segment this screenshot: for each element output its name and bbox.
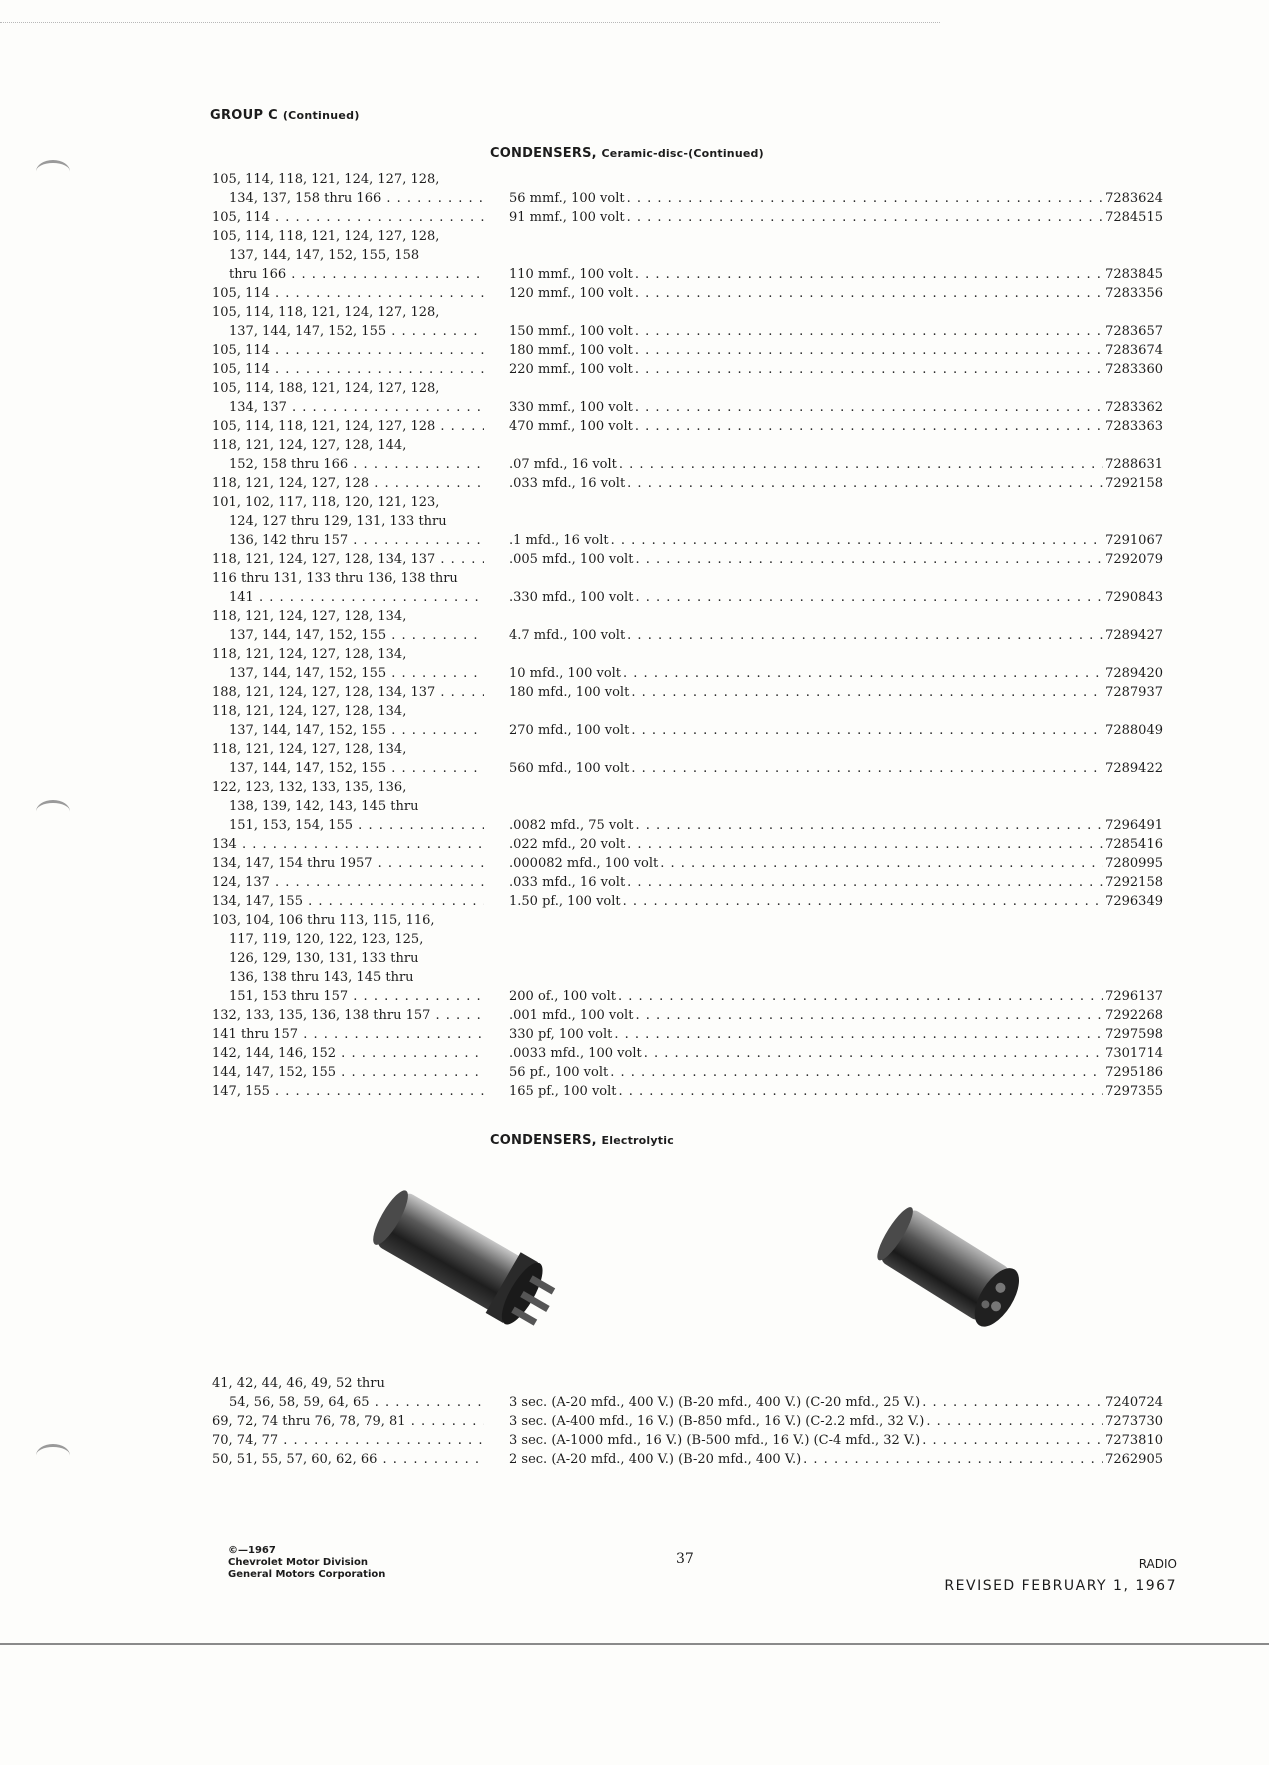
- part-line: [509, 1063, 1163, 1082]
- model-numbers-line: 70, 74, 77 . . .: [212, 1431, 484, 1450]
- model-numbers: [212, 1374, 484, 1412]
- dot-leader: [635, 588, 1103, 607]
- part-number: 7289422: [1105, 761, 1163, 776]
- part-description: .0082 mfd., 75 volt: [509, 818, 634, 833]
- parts-entry: [0, 645, 1269, 683]
- model-numbers-line: 137, 144, 147, 152, 155 . . .: [212, 759, 484, 778]
- parts-entry: [0, 550, 1269, 569]
- dot-leader: [631, 759, 1103, 778]
- part-number: 7297598: [1105, 1027, 1163, 1042]
- part-number: 7262905: [1105, 1452, 1163, 1467]
- model-numbers-line: 136, 142 thru 157 . . .: [212, 531, 484, 550]
- part-description: 120 mmf., 100 volt: [509, 286, 633, 301]
- part-number: 7283845: [1105, 267, 1163, 282]
- dot-leader: [660, 854, 1103, 873]
- dot-leader: [627, 835, 1103, 854]
- part-line: [509, 683, 1163, 702]
- model-numbers-line: 105, 114, 118, 121, 124, 127, 128,: [212, 305, 440, 320]
- parts-entry: [0, 607, 1269, 645]
- electrolytic-parts-list: [0, 1374, 1269, 1469]
- part-description: .001 mfd., 100 volt: [509, 1008, 634, 1023]
- part-line: [509, 759, 1163, 778]
- model-numbers-line: 151, 153, 154, 155 . . .: [212, 816, 484, 835]
- model-numbers-line: 144, 147, 152, 155 . . .: [212, 1063, 484, 1082]
- model-numbers-line: 124, 127 thru 129, 131, 133 thru: [229, 514, 447, 529]
- parts-entry: [0, 1450, 1269, 1469]
- part-line: [509, 1412, 1163, 1431]
- dot-leader: [627, 474, 1103, 493]
- part-description: 1.50 pf., 100 volt: [509, 894, 621, 909]
- parts-entry: [0, 1006, 1269, 1025]
- model-numbers-line: 151, 153 thru 157 . . .: [212, 987, 484, 1006]
- dot-leader: [614, 1025, 1103, 1044]
- model-numbers-line: 137, 144, 147, 152, 155 . . .: [212, 721, 484, 740]
- dot-leader: [644, 1044, 1103, 1063]
- part-description: 2 sec. (A-20 mfd., 400 V.) (B-20 mfd., 400 V.): [509, 1452, 802, 1467]
- model-numbers-line: 105, 114, 118, 121, 124, 127, 128,: [212, 172, 440, 187]
- part-line: [509, 417, 1163, 436]
- model-numbers-line: 122, 123, 132, 133, 135, 136,: [212, 780, 407, 795]
- part-line: [509, 816, 1163, 835]
- part-line: [509, 398, 1163, 417]
- dot-leader: [618, 987, 1103, 1006]
- dot-leader: [631, 721, 1103, 740]
- model-numbers-line: thru 166 . . .: [212, 265, 484, 284]
- parts-entry: [0, 227, 1269, 284]
- part-number: 7296491: [1105, 818, 1163, 833]
- dot-leader: [610, 1063, 1103, 1082]
- model-numbers: [212, 436, 484, 474]
- part-line: [509, 721, 1163, 740]
- parts-entry: [0, 1025, 1269, 1044]
- part-description: 180 mmf., 100 volt: [509, 343, 633, 358]
- model-numbers-line: 134, 137 . . .: [212, 398, 484, 417]
- parts-entry: [0, 835, 1269, 854]
- ceramic-heading-subtitle: Ceramic-disc-(Continued): [601, 147, 764, 160]
- electrolytic-section-heading: [490, 1133, 674, 1148]
- part-line: [509, 284, 1163, 303]
- parts-entry: [0, 683, 1269, 702]
- part-description: 3 sec. (A-400 mfd., 16 V.) (B-850 mfd., 16 V.) (C-2.2 mfd., 32 V.): [509, 1414, 925, 1429]
- part-description: 220 mmf., 100 volt: [509, 362, 633, 377]
- part-number: 7284515: [1105, 210, 1163, 225]
- part-number: 7297355: [1105, 1084, 1163, 1099]
- part-line: [509, 531, 1163, 550]
- part-line: [509, 854, 1163, 873]
- model-numbers-line: 105, 114 . . .: [212, 341, 484, 360]
- model-numbers-line: 134, 137, 158 thru 166 . . .: [212, 189, 484, 208]
- electrolytic-condenser-photo: [360, 1180, 590, 1350]
- bottom-rule: [0, 1643, 1269, 1645]
- top-rule: [0, 22, 940, 23]
- model-numbers-line: 118, 121, 124, 127, 128, 134,: [212, 647, 407, 662]
- ceramic-heading-title: CONDENSERS,: [490, 146, 597, 161]
- parts-entry: [0, 436, 1269, 474]
- model-numbers-line: 118, 121, 124, 127, 128, 134,: [212, 742, 407, 757]
- part-number: 7288631: [1105, 457, 1163, 472]
- part-description: 470 mmf., 100 volt: [509, 419, 633, 434]
- dot-leader: [635, 417, 1103, 436]
- model-numbers-line: 105, 114, 118, 121, 124, 127, 128 . . .: [212, 417, 484, 436]
- model-numbers-line: 134 . . .: [212, 835, 484, 854]
- parts-entry: [0, 379, 1269, 417]
- model-numbers-line: 137, 144, 147, 152, 155 . . .: [212, 664, 484, 683]
- part-description: 165 pf., 100 volt: [509, 1084, 617, 1099]
- part-number: 7273810: [1105, 1433, 1163, 1448]
- model-numbers: [212, 1063, 484, 1082]
- model-numbers-line: 103, 104, 106 thru 113, 115, 116,: [212, 913, 435, 928]
- dot-leader: [635, 398, 1103, 417]
- part-description: 200 of., 100 volt: [509, 989, 617, 1004]
- dot-leader: [635, 360, 1103, 379]
- model-numbers: [212, 1450, 484, 1469]
- footer-section: RADIO: [1138, 1557, 1177, 1571]
- model-numbers-line: 118, 121, 124, 127, 128 . . .: [212, 474, 484, 493]
- model-numbers-line: 105, 114 . . .: [212, 360, 484, 379]
- dot-leader: [631, 683, 1103, 702]
- part-number: 7283624: [1105, 191, 1163, 206]
- dot-leader: [627, 189, 1104, 208]
- part-line: [509, 1025, 1163, 1044]
- page-number: 37: [676, 1551, 694, 1567]
- footer-revised-date: REVISED FEBRUARY 1, 1967: [944, 1578, 1177, 1594]
- part-number: 7290843: [1105, 590, 1163, 605]
- parts-entry: [0, 284, 1269, 303]
- part-description: .005 mfd., 100 volt: [509, 552, 634, 567]
- model-numbers-line: 137, 144, 147, 152, 155 . . .: [212, 626, 484, 645]
- part-line: [509, 189, 1163, 208]
- model-numbers-line: 137, 144, 147, 152, 155, 158: [229, 248, 420, 263]
- part-number: 7292268: [1105, 1008, 1163, 1023]
- parts-entry: [0, 702, 1269, 740]
- part-number: 7296137: [1105, 989, 1163, 1004]
- part-number: 7283356: [1105, 286, 1163, 301]
- ceramic-parts-list: [0, 170, 1269, 1101]
- part-number: 7292079: [1105, 552, 1163, 567]
- model-numbers-line: 118, 121, 124, 127, 128, 134, 137 . . .: [212, 550, 484, 569]
- dot-leader: [635, 322, 1103, 341]
- electrolytic-heading-title: CONDENSERS,: [490, 1133, 597, 1148]
- dot-leader: [922, 1431, 1103, 1450]
- part-description: 180 mfd., 100 volt: [509, 685, 630, 700]
- dot-leader: [635, 284, 1103, 303]
- parts-entry: [0, 569, 1269, 607]
- part-description: 270 mfd., 100 volt: [509, 723, 630, 738]
- model-numbers: [212, 1025, 484, 1044]
- part-description: 330 pf, 100 volt: [509, 1027, 613, 1042]
- part-line: [509, 341, 1163, 360]
- parts-entry: [0, 1374, 1269, 1412]
- part-description: 56 pf., 100 volt: [509, 1065, 609, 1080]
- part-number: 7292158: [1105, 875, 1163, 890]
- footer-publisher: [228, 1545, 385, 1581]
- model-numbers: [212, 740, 484, 778]
- model-numbers: [212, 892, 484, 911]
- model-numbers: [212, 379, 484, 417]
- part-description: 110 mmf., 100 volt: [509, 267, 633, 282]
- model-numbers: [212, 683, 484, 702]
- dot-leader: [611, 531, 1103, 550]
- model-numbers: [212, 227, 484, 284]
- model-numbers-line: 137, 144, 147, 152, 155 . . .: [212, 322, 484, 341]
- part-line: [509, 474, 1163, 493]
- part-number: 7280995: [1105, 856, 1163, 871]
- parts-entry: [0, 854, 1269, 873]
- model-numbers-line: 118, 121, 124, 127, 128, 144,: [212, 438, 407, 453]
- model-numbers: [212, 1412, 484, 1431]
- dot-leader: [922, 1393, 1103, 1412]
- part-description: .0033 mfd., 100 volt: [509, 1046, 642, 1061]
- part-line: [509, 550, 1163, 569]
- part-number: 7283363: [1105, 419, 1163, 434]
- model-numbers-line: 134, 147, 154 thru 1957 . . .: [212, 854, 484, 873]
- parts-entry: [0, 303, 1269, 341]
- model-numbers-line: 147, 155 . . .: [212, 1082, 484, 1101]
- part-description: .1 mfd., 16 volt: [509, 533, 609, 548]
- model-numbers-line: 118, 121, 124, 127, 128, 134,: [212, 609, 407, 624]
- part-description: 150 mmf., 100 volt: [509, 324, 633, 339]
- model-numbers-line: 41, 42, 44, 46, 49, 52 thru: [212, 1376, 385, 1391]
- model-numbers-line: 152, 158 thru 166 . . .: [212, 455, 484, 474]
- part-description: 3 sec. (A-1000 mfd., 16 V.) (B-500 mfd., 16 V.) (C-4 mfd., 32 V.): [509, 1433, 921, 1448]
- part-description: 330 mmf., 100 volt: [509, 400, 633, 415]
- model-numbers: [212, 702, 484, 740]
- model-numbers-line: 116 thru 131, 133 thru 136, 138 thru: [212, 571, 458, 586]
- model-numbers-line: 142, 144, 146, 152 . . .: [212, 1044, 484, 1063]
- model-numbers-line: 105, 114 . . .: [212, 208, 484, 227]
- part-number: 7283657: [1105, 324, 1163, 339]
- model-numbers: [212, 170, 484, 208]
- group-heading-continued: (Continued): [282, 109, 360, 122]
- model-numbers: [212, 1431, 484, 1450]
- part-number: 7240724: [1105, 1395, 1163, 1410]
- model-numbers: [212, 835, 484, 854]
- part-line: [509, 892, 1163, 911]
- part-line: [509, 1393, 1163, 1412]
- electrolytic-condenser-photo: [865, 1195, 1045, 1345]
- model-numbers-line: 132, 133, 135, 136, 138 thru 157 . . .: [212, 1006, 484, 1025]
- model-numbers: [212, 569, 484, 607]
- model-numbers: [212, 341, 484, 360]
- parts-entry: [0, 740, 1269, 778]
- model-numbers: [212, 645, 484, 683]
- part-number: 7283674: [1105, 343, 1163, 358]
- model-numbers: [212, 550, 484, 569]
- part-description: 560 mfd., 100 volt: [509, 761, 630, 776]
- footer-section-info: [944, 1553, 1177, 1597]
- part-number: 7296349: [1105, 894, 1163, 909]
- part-number: 7287937: [1105, 685, 1163, 700]
- part-line: [509, 1431, 1163, 1450]
- part-number: 7301714: [1105, 1046, 1163, 1061]
- parts-entry: [0, 1431, 1269, 1450]
- model-numbers: [212, 854, 484, 873]
- model-numbers: [212, 1082, 484, 1101]
- parts-entry: [0, 1063, 1269, 1082]
- part-line: [509, 1006, 1163, 1025]
- model-numbers: [212, 284, 484, 303]
- part-line: [509, 360, 1163, 379]
- dot-leader: [627, 626, 1103, 645]
- dot-leader: [635, 341, 1103, 360]
- model-numbers: [212, 360, 484, 379]
- part-line: [509, 208, 1163, 227]
- part-description: .330 mfd., 100 volt: [509, 590, 634, 605]
- parts-entry: [0, 208, 1269, 227]
- part-line: [509, 455, 1163, 474]
- model-numbers: [212, 303, 484, 341]
- part-number: 7273730: [1105, 1414, 1163, 1429]
- dot-leader: [623, 664, 1103, 683]
- dot-leader: [635, 1006, 1103, 1025]
- group-heading-title: GROUP C: [210, 108, 278, 123]
- model-numbers: [212, 911, 484, 1006]
- part-line: [509, 664, 1163, 683]
- model-numbers-line: 134, 147, 155 . . .: [212, 892, 484, 911]
- part-number: 7295186: [1105, 1065, 1163, 1080]
- part-number: 7283360: [1105, 362, 1163, 377]
- model-numbers: [212, 493, 484, 550]
- part-line: [509, 322, 1163, 341]
- parts-entry: [0, 493, 1269, 550]
- dot-leader: [803, 1450, 1103, 1469]
- dot-leader: [635, 265, 1103, 284]
- part-description: .07 mfd., 16 volt: [509, 457, 617, 472]
- model-numbers-line: 117, 119, 120, 122, 123, 125,: [229, 932, 424, 947]
- parts-entry: [0, 341, 1269, 360]
- model-numbers: [212, 474, 484, 493]
- parts-entry: [0, 1082, 1269, 1101]
- parts-entry: [0, 1412, 1269, 1431]
- model-numbers-line: 118, 121, 124, 127, 128, 134,: [212, 704, 407, 719]
- part-description: 4.7 mfd., 100 volt: [509, 628, 626, 643]
- part-description: .033 mfd., 16 volt: [509, 476, 626, 491]
- dot-leader: [619, 455, 1103, 474]
- model-numbers: [212, 778, 484, 835]
- electrolytic-heading-subtitle: Electrolytic: [601, 1134, 674, 1147]
- parts-entry: [0, 873, 1269, 892]
- part-line: [509, 626, 1163, 645]
- parts-entry: [0, 360, 1269, 379]
- model-numbers: [212, 1006, 484, 1025]
- model-numbers: [212, 208, 484, 227]
- dot-leader: [627, 208, 1104, 227]
- dot-leader: [627, 873, 1103, 892]
- model-numbers-line: 136, 138 thru 143, 145 thru: [229, 970, 414, 985]
- dot-leader: [623, 892, 1103, 911]
- model-numbers-line: 141 . . .: [212, 588, 484, 607]
- part-number: 7292158: [1105, 476, 1163, 491]
- model-numbers-line: 69, 72, 74 thru 76, 78, 79, 81 . . .: [212, 1412, 484, 1431]
- model-numbers-line: 124, 137 . . .: [212, 873, 484, 892]
- part-description: 56 mmf., 100 volt: [509, 191, 625, 206]
- footer-corporation: General Motors Corporation: [228, 1569, 386, 1580]
- part-line: [509, 1082, 1163, 1101]
- part-description: .033 mfd., 16 volt: [509, 875, 626, 890]
- part-line: [509, 588, 1163, 607]
- model-numbers: [212, 1044, 484, 1063]
- part-line: [509, 265, 1163, 284]
- model-numbers-line: 188, 121, 124, 127, 128, 134, 137 . . .: [212, 683, 484, 702]
- model-numbers-line: 126, 129, 130, 131, 133 thru: [229, 951, 419, 966]
- part-description: .000082 mfd., 100 volt: [509, 856, 659, 871]
- part-number: 7288049: [1105, 723, 1163, 738]
- part-number: 7291067: [1105, 533, 1163, 548]
- part-number: 7289427: [1105, 628, 1163, 643]
- model-numbers-line: 50, 51, 55, 57, 60, 62, 66 . . .: [212, 1450, 484, 1469]
- model-numbers-line: 54, 56, 58, 59, 64, 65 . . .: [212, 1393, 484, 1412]
- part-line: [509, 873, 1163, 892]
- group-heading: [210, 108, 360, 123]
- footer-copyright: ©—1967: [228, 1545, 276, 1556]
- footer-division: Chevrolet Motor Division: [228, 1557, 368, 1568]
- parts-entry: [0, 778, 1269, 835]
- part-number: 7289420: [1105, 666, 1163, 681]
- parts-entry: [0, 892, 1269, 911]
- parts-entry: [0, 1044, 1269, 1063]
- parts-entry: [0, 417, 1269, 436]
- part-line: [509, 1450, 1163, 1469]
- part-line: [509, 1044, 1163, 1063]
- parts-entry: [0, 474, 1269, 493]
- model-numbers-line: 141 thru 157 . . .: [212, 1025, 484, 1044]
- part-line: [509, 987, 1163, 1006]
- dot-leader: [635, 550, 1103, 569]
- dot-leader: [635, 816, 1103, 835]
- model-numbers: [212, 417, 484, 436]
- parts-entry: [0, 170, 1269, 208]
- part-number: 7285416: [1105, 837, 1163, 852]
- part-description: .022 mfd., 20 volt: [509, 837, 626, 852]
- model-numbers-line: 101, 102, 117, 118, 120, 121, 123,: [212, 495, 440, 510]
- part-description: 91 mmf., 100 volt: [509, 210, 625, 225]
- model-numbers-line: 105, 114 . . .: [212, 284, 484, 303]
- part-line: [509, 835, 1163, 854]
- part-number: 7283362: [1105, 400, 1163, 415]
- model-numbers-line: 138, 139, 142, 143, 145 thru: [229, 799, 419, 814]
- model-numbers: [212, 607, 484, 645]
- part-description: 10 mfd., 100 volt: [509, 666, 622, 681]
- part-description: 3 sec. (A-20 mfd., 400 V.) (B-20 mfd., 400 V.) (C-20 mfd., 25 V.): [509, 1395, 921, 1410]
- model-numbers-line: 105, 114, 118, 121, 124, 127, 128,: [212, 229, 440, 244]
- ceramic-section-heading: [490, 146, 764, 161]
- dot-leader: [619, 1082, 1104, 1101]
- model-numbers-line: 105, 114, 188, 121, 124, 127, 128,: [212, 381, 440, 396]
- model-numbers: [212, 873, 484, 892]
- dot-leader: [926, 1412, 1103, 1431]
- parts-entry: [0, 911, 1269, 1006]
